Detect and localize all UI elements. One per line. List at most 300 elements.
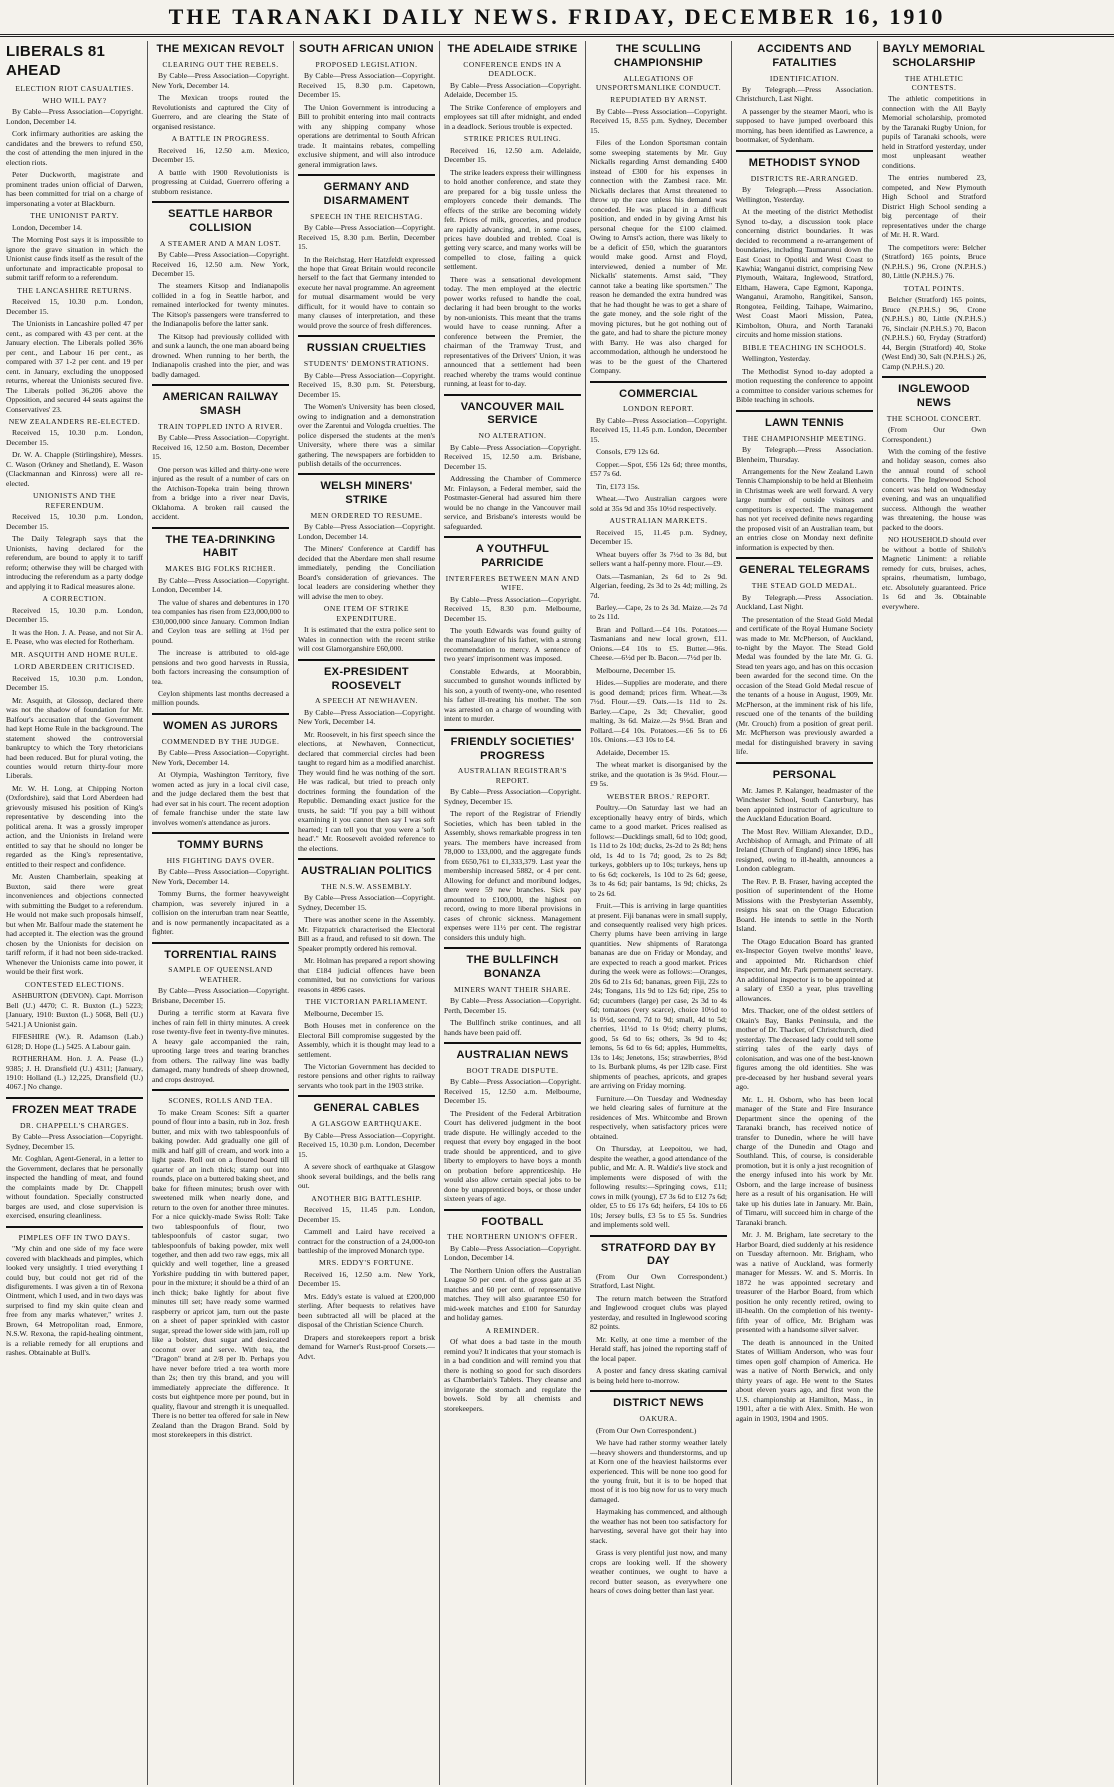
paragraph: London, December 14.: [12, 222, 83, 232]
paragraph: By Cable—Press Association—Copyright. London, December 14.: [6, 107, 143, 126]
subheading: OAKURA.: [639, 1414, 678, 1424]
column-7: [878, 41, 990, 1785]
article-headline: THE ADELAIDE STRIKE: [447, 43, 578, 55]
paragraph: The Strike Conference of employers and employees sat till after midnight, and ended in a deadlock. Serious trouble is expected.: [444, 102, 581, 131]
subheading: THE LANCASHIRE RETURNS.: [17, 285, 132, 295]
paragraph: (From Our Own Correspondent.) Stratford, Last Night.: [590, 1272, 727, 1291]
article-headline: THE SCULLING CHAMPIONSHIP: [613, 43, 704, 69]
article: [590, 388, 727, 1230]
paragraph: Melbourne, December 15.: [596, 665, 676, 675]
subheading: THE ATHLETIC CONTESTS.: [904, 73, 964, 92]
paragraph: Received 15, 11.45 p.m. London, December 15.: [298, 1205, 435, 1224]
subheading: HIS FIGHTING DAYS OVER.: [166, 855, 275, 865]
article: [736, 769, 873, 1423]
paragraph: The Bullfinch strike continues, and all hands have been paid off.: [444, 1018, 581, 1037]
paragraph: Consols, £79 12s 6d.: [596, 447, 660, 457]
article: [298, 181, 435, 330]
subheading: AUSTRALIAN REGISTRAR'S REPORT.: [457, 766, 568, 785]
column-6: [732, 41, 878, 1785]
article-divider: [152, 832, 289, 834]
subheading: A CORRECTION.: [42, 594, 107, 604]
paragraph: Furniture.—On Tuesday and Wednesday we held clearing sales of furniture at the residences of Mrs. Whitcombe and Brown respectively, when satisfactory prices were obtained.: [590, 1093, 727, 1141]
paragraph: The Union Government is introducing a Bill to prohibit entering into mail contracts with any shipping company whose operations are detrimental to South African trade. It maintains rebates, compelling exclusive shipment, and will also introduce general immigration laws.: [298, 102, 435, 169]
paragraph: Mr. L. H. Osborn, who has been local manager of the State and Fire Insurance Department since the opening of the Taranaki branch, has received notice of transfer to Dunedin, where he will have charge of the Dunedin and Otago and Southland. This, of course, is considerable promotion, but it is only a just recognition of the energy infused into his work by Mr. Osborn, and the large increase of business here as a result of his organisation. He will take up his duties late in January. Mr. Bain, of Timaru, will succeed him in charge of the Taranaki branch.: [736, 1094, 873, 1227]
subheading: CONFERENCE ENDS IN A DEADLOCK.: [463, 59, 562, 79]
article-divider: [152, 384, 289, 386]
subheading: THE CHAMPIONSHIP MEETING.: [742, 433, 867, 443]
paragraph: The Otago Education Board has granted ex-Inspector Goyen twelve months' leave, and appointed Mr. Richardson chief inspector, and Mr. Park permanent secretary. An additional inspector is to be appointed at a salary of £350 a year, plus travelling allowances.: [736, 936, 873, 1003]
article-headline: TORRENTIAL RAINS: [164, 948, 277, 961]
article-headline: WOMEN AS JURORS: [163, 719, 278, 732]
article-headline: THE TEA-DRINKING HABIT: [165, 533, 276, 560]
subheading: CLEARING OUT THE REBELS.: [162, 59, 279, 69]
article-headline: LIBERALS 81 AHEAD: [6, 43, 106, 79]
paragraph: Received 15, 10.30 p.m. London, December 15.: [6, 428, 143, 447]
paragraph: To make Cream Scones: Sift a quarter pound of flour into a basin, rub in 3oz. fresh butter, and mix with two tablespoonfuls of baking powder. Add gradually one gill of milk and half gill of cream, and work into a light paste. Roll out on a floured board till quarter of an inch thick; stamp out into rounds, place on a buttered baking sheet, and bake for fifteen minutes; brush over with sweetened milk when nearly done, and return to the oven for another three minutes. For a nice quickly-made Swiss Roll: Take two tablespoonfuls of flour, two tablespoonfuls of castor sugar, two tablespoonfuls of baking powder, mix well together, and then add two raw eggs, mix all quickly and well together, line a greased Yorkshire pudding tin with buttered paper, pour in the mixture; it should be a third of an inch thick; bake lightly for about five minutes till set; have ready some warmed raspberry or apricot jam, turn out the paste on a sheet of paper sprinkled with castor sugar, spread the lower side with jam, roll up like a bolster, dust sugar and desiccated coconut over and serve. With tea, the "Dragon" brand at 2/8 per lb. Perhaps you have never before tried a tea worth more than 2s; then try this brand, and you will immediately appreciate the difference. It costs but eightpence more per pound, but in quality, flavour and strength it is unequalled. There is no better tea offered for sale in New Zealand than the Dragon Brand. Sold by most storekeepers in this district.: [152, 1107, 289, 1440]
article: [6, 1104, 143, 1221]
article-headline: DISTRICT NEWS: [613, 1397, 704, 1410]
subheading: MRS. EDDY'S FORTUNE.: [319, 1258, 414, 1268]
subheading: SPEECH IN THE REICHSTAG.: [310, 211, 423, 221]
paragraph: Bran and Pollard.—£4 10s. Potatoes.—Tasmanians and new local grown, £11. Onions.—£4 10s to £5. Butter.—96s. Cheese.—6½d per lb. Bacon.—7½d per lb.: [590, 624, 727, 663]
paragraph: Haymaking has commenced, and although the weather has not been too satisfactory for harvesting, several have got their hay into stack.: [590, 1507, 727, 1545]
article-divider: [6, 1226, 143, 1228]
paragraph: The Women's University has been closed, owing to indignation and a demonstration over the Zarentui and Vologda cruelties. The police dispersed the students at the men's University, where there was a similar gathering. The newspapers are forbidden to publish details of the occurrences.: [298, 402, 435, 468]
article: [152, 534, 289, 708]
paragraph: By Cable—Press Association—Copyright. Received 15, 11.45 p.m. London, December 15.: [590, 415, 727, 444]
paragraph: By Cable—Press Association—Copyright. Received 15, 8.30 p.m. Melbourne, December 15.: [444, 594, 581, 623]
paragraph: (From Our Own Correspondent.): [882, 425, 986, 444]
article-headline: FOOTBALL: [481, 1215, 544, 1228]
subheading: SCONES, ROLLS AND TEA.: [168, 1096, 273, 1106]
article: [152, 1096, 289, 1439]
article: [6, 1233, 143, 1358]
article-divider: [152, 1089, 289, 1091]
paragraph: Wellington, Yesterday.: [742, 354, 811, 364]
paragraph: Cammell and Laird have received a contract for the construction of a 24,000-ton battleship of the improved Monarch type.: [298, 1227, 435, 1255]
article: [152, 949, 289, 1085]
article-divider: [298, 174, 435, 176]
subheading: THE SCHOOL CONCERT.: [886, 413, 982, 423]
article: [298, 342, 435, 468]
paragraph: Mr. Coghlan, Agent-General, in a letter to the Government, declares that he personally inspected the handling of meat, and found the complaints made by Dr. Chappell without foundation. Specially constructed barges are used, and close supervision is exercised, ensuring cleanliness.: [6, 1154, 143, 1221]
subheading: LORD ABERDEEN CRITICISED.: [14, 662, 135, 672]
article: [444, 954, 581, 1037]
subheading: MR. ASQUITH AND HOME RULE.: [10, 649, 139, 659]
paragraph: Constable Edwards, at Moorabbin, succumbed to gunshot wounds inflicted by his son, a youth of twenty-one, who resented his father ill-treating his mother. The son was arrested on a charge of wounding with intent to murder.: [444, 666, 581, 724]
paragraph: Hides.—Supplies are moderate, and there is good demand; prices firm. Wheat.—3s 7½d. Flour.—£9. Oats.—1s 11d to 2s. Barley.—Cape, 2s 3d; Chevalier, good malting, 3s 6d. Maize.—2s 9½d. Bran and Pollard.—£4 10s. Potatoes.—£6 5s to £6 10s. Onions.—£3 10s to £4.: [590, 678, 727, 745]
article-divider: [298, 335, 435, 337]
article-divider: [590, 1390, 727, 1392]
subheading: BIBLE TEACHING IN SCHOOLS.: [742, 342, 867, 352]
paragraph: By Cable—Press Association—Copyright. Received 16, 12.50 a.m. Boston, December 15.: [152, 433, 289, 462]
article-headline: AUSTRALIAN NEWS: [456, 1048, 569, 1061]
paragraph: Ceylon shipments last months decreased a million pounds.: [152, 688, 289, 708]
subheading: BOOT TRADE DISPUTE.: [466, 1065, 559, 1075]
article-divider: [152, 942, 289, 944]
paragraph: The Northern Union offers the Australian League 50 per cent. of the gross gate at 35 matches and 60 per cent. of representative matches. They will also guarantee £50 for mid-week matches and £100 for Saturday and holiday games.: [444, 1265, 581, 1323]
article-divider: [444, 1042, 581, 1044]
article-headline: STRATFORD DAY BY DAY: [600, 1241, 717, 1268]
subheading: UNIONISTS AND THE REFERENDUM.: [32, 491, 117, 510]
column-1: [2, 41, 148, 1785]
paragraph: By Cable—Press Association—Copyright. Perth, December 15.: [444, 996, 581, 1015]
paragraph: NO HOUSEHOLD should ever be without a bottle of Shiloh's Magnetic Liniment: a reliable remedy for cuts, bruises, aches, sprains, rheumatism, lumbago, etc. Absolutely guaranteed. Price 1s 6d and 3s. Obtainable everywhere.: [882, 535, 986, 611]
article-divider: [298, 858, 435, 860]
article: [736, 564, 873, 756]
article: [152, 208, 289, 379]
paragraph: The strike leaders express their willingness to hold another conference, and state they are prepared for a big tussle unless the employers concede their demands. The effects of the strike are becoming widely felt. Prices of milk, groceries, and produce are rapidly advancing, and, in some cases, prices have doubled and trebled. Coal is getting very scarce, and many works will be compelled to close, failing a quick settlement.: [444, 167, 581, 272]
paragraph: In the Reichstag, Herr Hatzfeldt expressed the hope that Great Britain would reconcile herself to the fact that Germany intended to execute her naval programme. An agreement for mutual disarmament would be very difficult, for it would have to contain so many clauses of interpretation, and these would prove the source of fresh differences.: [298, 254, 435, 330]
paragraph: Mr. Kelly, at one time a member of the Herald staff, has joined the reporting staff of the local paper.: [590, 1334, 727, 1363]
paragraph: It is estimated that the extra police sent to Wales in connection with the recent strike will cost Glamorganshire £60,000.: [298, 625, 435, 654]
article-divider: [444, 947, 581, 949]
paragraph: Belcher (Stratford) 165 points, Bruce (N.P.H.S.) 96, Crone (N.P.H.S.) 80, Little (N.P.H.S.) 76, Sinclair (N.P.H.S.) 70, Bacon (N.P.H.S.) 60, Fryday (Stratford) 44, Bergin (Stratford) 40, Stoke (West End) 30, Salt (N.P.H.S.) 26, Camp (N.P.H.S.) 20.: [882, 295, 986, 371]
paragraph: Poultry.—On Saturday last we had an exceptionally heavy entry of birds, which came to a good market. Prices realised as follows:—Ducklings small, 6d to 10d; good, 1s 11d to 2s 10d; ducks, 2s-2d to 2s 8d; hens old, 1s 4d to 1s 7d; good, 2s to 2s 8d; turkeys, gobblers up to 10s; turkeys, hens up to 6s 6d; cockerels, 1s 10d to 2s 6d; geese, 3s to 4s 6d; pair bantams, 1s 9d; chicks, 2s to 2s 6d.: [590, 803, 727, 898]
article-divider: [298, 473, 435, 475]
subheading: COMMENDED BY THE JUDGE.: [161, 736, 280, 746]
paragraph: Wheat buyers offer 3s 7½d to 3s 8d, but sellers want a half-penny more. Flour.—£9.: [590, 549, 727, 569]
article: [590, 1397, 727, 1595]
article-headline: FROZEN MEAT TRADE: [12, 1103, 137, 1116]
subheading: STRIKE PRICES RULING.: [463, 134, 562, 144]
paragraph: The steamers Kitsop and Indianapolis collided in a fog in Seattle harbor, and remained interlocked for twenty minutes. The Kitsop's passengers were transferred to the Indianapolis before the latter sank.: [152, 281, 289, 329]
paragraph: Tin, £173 15s.: [596, 481, 640, 491]
article-divider: [736, 150, 873, 152]
paragraph: The Rev. P. B. Fraser, having accepted the position of superintendent of the Home Missions with the Presbyterian Assembly, resigns his seat on the Otago Education Board. He intends to settle in the North Island.: [736, 876, 873, 934]
article: [444, 543, 581, 724]
paragraph: The Methodist Synod to-day adopted a motion requesting the conference to appoint a committee to consider various schemes for Bible teaching in schools.: [736, 366, 873, 405]
subheading: ANOTHER BIG BATTLESHIP.: [311, 1193, 422, 1203]
paragraph: Received 15, 10.30 p.m. London, December 15.: [6, 297, 143, 316]
paragraph: By Cable—Press Association—Copyright. London, December 14.: [298, 522, 435, 541]
paragraph: Tommy Burns, the former heavyweight champion, was severely injured in a collision on the interurban tram near Seattle, and is now permanently incapacitated as a fighter.: [152, 889, 289, 937]
paragraph: The wheat market is disorganised by the strike, and the quotation is 3s 9½d. Flour.—£9 5s.: [590, 760, 727, 789]
article-headline: BAYLY MEMORIAL SCHOLARSHIP: [882, 43, 986, 69]
article: [6, 43, 143, 1092]
paragraph: Mrs. Thacker, one of the oldest settlers of Okain's Bay, Banks Peninsula, and the mother of Dr. Thacker, of Christchurch, died yesterday. The deceased lady could tell some stirring tales of the early days of colonisation, and was one of the best-known figures among the old identities. She was pre-deceased by her husband several years ago.: [736, 1006, 873, 1092]
paragraph: Mr. W. H. Long, at Chipping Norton (Oxfordshire), said that Lord Aberdeen had grievously misused his position of King's representative by descending into the political arena. It was a grossly improper action, and the Unionists in Ireland were entitled to say that he should no longer be regarded as the King's representative, entitled to their respect and confidence.: [6, 783, 143, 869]
paragraph: It was the Hon. J. A. Pease, and not Sir A. E. Pease, who was elected for Rotherham.: [6, 627, 143, 647]
article-headline: TOMMY BURNS: [177, 839, 264, 852]
subheading: STUDENTS' DEMONSTRATIONS.: [303, 359, 430, 369]
paragraph: The return match between the Stratford and Inglewood croquet clubs was played yesterday, and resulted in Inglewood scoring 82 points.: [590, 1293, 727, 1332]
paragraph: By Cable—Press Association—Copyright. Received 16, 12.50 a.m. New York, December 15.: [152, 250, 289, 278]
paragraph: By Cable—Press Association—Copyright. Received 15, 8.30 p.m. St. Petersburg, December 15.: [298, 370, 435, 399]
paragraph: Received 16, 12.50 a.m. Mexico, December 15.: [152, 145, 289, 165]
subheading: THE NORTHERN UNION'S OFFER.: [447, 1232, 578, 1242]
paragraph: Melbourne, December 15.: [304, 1008, 384, 1018]
article: [152, 720, 289, 827]
article-divider: [444, 394, 581, 396]
paragraph: Mr. James P. Kalanger, headmaster of the Winchester School, South Canterbury, has been appointed instructor of agriculture to the Auckland Education Board.: [736, 785, 873, 824]
subheading: AUSTRALIAN MARKETS.: [609, 516, 708, 526]
paragraph: By Telegraph.—Press Association. Blenheim, Thursday.: [736, 445, 873, 464]
subheading: TOTAL POINTS.: [903, 283, 965, 293]
paragraph: By Cable—Press Association—Copyright. Received 15, 12.50 a.m. Brisbane, December 15.: [444, 442, 581, 471]
subheading: MINERS WANT THEIR SHARE.: [453, 984, 572, 994]
paragraph: By Cable—Press Association—Copyright. Received 15, 8.55 p.m. Sydney, December 15.: [590, 106, 727, 135]
paragraph: A poster and fancy dress skating carnival is being held here to-morrow.: [590, 1366, 727, 1385]
article: [590, 1242, 727, 1386]
article: [882, 43, 986, 371]
article: [444, 1216, 581, 1413]
subheading: A GLASGOW EARTHQUAKE.: [311, 1119, 422, 1129]
paragraph: The athletic competitions in connection with the All Bayly Memorial scholarship, promoted by the Taranaki Rugby Union, for pupils of Taranaki schools, were held in Stratford yesterday, under most unpleasant weather conditions.: [882, 94, 986, 170]
article-divider: [152, 201, 289, 203]
article-divider: [298, 1095, 435, 1097]
article-headline: COMMERCIAL: [619, 387, 698, 400]
paragraph: The competitors were: Belcher (Stratford) 165 points, Bruce (N.P.H.S.) 96, Crone (N.P.H.S.) 80, Little (N.P.H.S.) 76.: [882, 242, 986, 281]
paragraph: FIFESHIRE (W.). R. Adamson (Lab.) 6128; D. Hope (L.) 5425. A Labour gain.: [6, 1032, 143, 1051]
paragraph: The President of the Federal Arbitration Court has delivered judgment in the boot trade dispute. He willingly acceded to the request that every boy engaged in the boot trade should be apprenticed, and to give liberty to employers to have boys a month on probation before apprenticeship. He would also allow certain special jobs to be done by unapprenticed boys, or those under sixteen years of age.: [444, 1108, 581, 1204]
paragraph: The Kitsop had previously collided with and sunk a launch, the one man aboard being drowned. When running to her berth, the Indianapolis crashed into the pier, and was badly damaged.: [152, 331, 289, 379]
article-divider: [590, 1235, 727, 1237]
article: [298, 1102, 435, 1361]
article-divider: [6, 1097, 143, 1099]
paragraph: Barley.—Cape, 2s to 2s 3d. Maize.—2s 7d to 2s 11d.: [590, 602, 727, 622]
paragraph: By Cable—Press Association—Copyright. Sydney, December 15.: [298, 893, 435, 912]
paragraph: During a terrific storm at Kavara five inches of rain fell in thirty minutes. A creek rose twenty-five feet in twenty-five minutes. A heavy gale accompanied the rain, uprooting large trees and tearing branches from others. The railway line was badly damaged, many hundreds of sheep drowned, and crops destroyed.: [152, 1008, 289, 1084]
paragraph: Wheat.—Two Australian cargoes were sold at 35s 9d and 35s 10½d respectively.: [590, 494, 727, 513]
paragraph: Received 15, 10.30 p.m. London, December 15.: [6, 605, 143, 625]
paragraph: Adelaide, December 15.: [596, 747, 670, 757]
paragraph: Mr. Asquith, at Glossop, declared there was not the shadow of foundation for Mr. Balfour's accusation that the Government had kept Home Rule in the background. The statement showed the controversial bankruptcy to which the Tory rhetoricians had been reduced. But for plural voting, the counties would return thirty-four more Liberals.: [6, 695, 143, 781]
paragraph: Received 16, 12.50 a.m. New York, December 15.: [298, 1269, 435, 1289]
subheading: WHO WILL PAY?: [42, 95, 107, 105]
paragraph: Drapers and storekeepers report a brisk demand for Warner's Rust-proof Corsets.—Advt.: [298, 1332, 435, 1361]
paragraph: One person was killed and thirty-one were injured as the result of a number of cars on the Atchison-Topeka train being thrown from a bridge into a river near Davis, Oklahoma. A broken rail caused the accident.: [152, 464, 289, 522]
article-headline: GERMANY AND DISARMAMENT: [323, 181, 410, 207]
article-headline: VANCOUVER MAIL SERVICE: [460, 400, 565, 427]
paragraph: By Cable—Press Association—Copyright. Sydney, December 15.: [6, 1132, 143, 1151]
subheading: LONDON REPORT.: [623, 404, 694, 414]
paragraph: The Unionists in Lancashire polled 47 per cent., as compared with 43 per cent. at the January election. The Liberals polled 36% per cent., and Labour 16 per cent., as compared with 37 1-2 per cent. and 19 per cent. in January, excluding the unopposed returns, whereat the Unionists secured five. The Liberals polled 36,206 above the Opposition, and secured 44 seats against the Conservatives' 23.: [6, 319, 143, 414]
column-3: [294, 41, 440, 1785]
subheading: NO ALTERATION.: [478, 431, 547, 441]
article-divider: [736, 557, 873, 559]
article: [152, 391, 289, 521]
article-headline: WELSH MINERS' STRIKE: [320, 480, 413, 507]
article: [736, 43, 873, 145]
paragraph: Mr. Austen Chamberlain, speaking at Buxton, said there were great inconveniences and objections connected with submitting the Budget to a referendum. He would not make such proposals himself, but when Mr. Balfour made the statement he had accepted it. The election was the ground chosen by the Unionists for decision on tariff reform, if it had not been side-tracked. Whenever the Unionists came into power, it would be their first work.: [6, 872, 143, 977]
masthead: THE TARANAKI DAILY NEWS. FRIDAY, DECEMBER 16, 1910: [0, 0, 1114, 37]
subheading: TRAIN TOPPLED INTO A RIVER.: [158, 421, 283, 431]
paragraph: At Olympia, Washington Territory, five women acted as jury in a local civil case, and the judge declared them the best that had ever sat in his court. The recent adoption of female franchise under the state law involves women's attendance as jurors.: [152, 770, 289, 827]
paragraph: By Cable—Press Association—Copyright. Adelaide, December 15.: [444, 80, 581, 100]
paragraph: (From Our Own Correspondent.): [596, 1425, 697, 1435]
article-headline: AMERICAN RAILWAY SMASH: [162, 391, 279, 418]
paragraph: We have had rather stormy weather lately—heavy showers and thunderstorms, and up at Korn one of the heaviest hailstorms ever experienced. This will be none too good for the young fruit, but it is to be hoped that most of it is too big now for us to very much damaged.: [590, 1438, 727, 1504]
paragraph: Mr. Holman has prepared a report showing that £184 judicial offences have been committed, but no convictions for various reasons in 4896 cases.: [298, 956, 435, 994]
subheading: THE UNIONIST PARTY.: [30, 211, 119, 221]
article-headline: LAWN TENNIS: [764, 416, 845, 429]
paragraph: Cork infirmary authorities are asking the candidates and the brewers to refund £50, the cost of attending the men injured in the election riots.: [6, 129, 143, 167]
subheading: IDENTIFICATION.: [769, 73, 840, 83]
subheading: SAMPLE OF QUEENSLAND WEATHER.: [168, 965, 273, 984]
article-divider: [152, 527, 289, 529]
paragraph: With the coming of the festive and holiday season, comes also the annual round of school concerts. The Inglewood School concert was held on Wednesday evening, and was an unqualified success. Although the weather was threatening, the house was packed to the doors.: [882, 446, 986, 532]
paragraph: Received 16, 12.50 a.m. Adelaide, December 15.: [444, 145, 581, 165]
paragraph: By Cable—Press Association—Copyright. Received 15, 12.50 a.m. Melbourne, December 15.: [444, 1077, 581, 1106]
article-divider: [444, 1209, 581, 1211]
paragraph: By Cable—Press Association—Copyright. New York, December 14.: [152, 867, 289, 886]
article-headline: THE MEXICAN REVOLT: [156, 43, 285, 55]
paragraph: Fruit.—This is arriving in large quantities at present. Fiji bananas were in small supply, and consequently realised very high prices. Cherry plums have been arriving in large quantities. New shipments of Raratonga bananas are due on Friday or Monday, and are expected to reach a good market. Prices during the week were as follows:—Oranges, 20s 6d to 21s 6d; bananas, green Fiji, 22s to 24s; Tongans, 11s 9d to 12s 6d; ripe, 25s to 6d; cucumbers (large) per case, 2s 3d to 4s 6d; tomatoes (very scarce), choice 10½d to 1s 0½d, second, 7d to 9d; small, 4d to 5d; cherries, 11½d to 1s 0½d; cherry plums, good, 5s 6d to 6s; others, 3s 9d to 4s; lemons, 5s 6d to 6s 6d; apples, Hummeltts, 13s to 14s; Jenetons, 15s; strawberries, 8½d to 1s. Burbank plums, 4s per 12lb case. First shipments of peaches, apricots, and grapes are arriving on Friday morning.: [590, 901, 727, 1091]
article: [736, 417, 873, 553]
paragraph: The entries numbered 23, competed, and New Plymouth High School and Stratford District High School sending a big percentage of their representatives under the charge of Mr. H. R. Ward.: [882, 173, 986, 240]
article: [152, 43, 289, 196]
subheading: ONE ITEM OF STRIKE EXPENDITURE.: [323, 604, 410, 623]
article: [444, 736, 581, 942]
paragraph: The presentation of the Stead Gold Medal and certificate of the Royal Humane Society was made to Mr. McPherson, of Auckland, to-night by the Mayor. The Stead Gold Medal was founded by the late Mr. G. G. Stead ten years ago, and has on this occasion been awarded for the second time. On the occasion of the Stead Gold Medal rescue of the tenants of a house in August, 1909, Mr. McPherson, at the imminent risk of his life, rescued one of the tenants of the building (Mr. Crouch) from a position of great peril. Mr. McPherson was previously awarded a medal for distinguished bravery in saving life.: [736, 614, 873, 757]
paragraph: By Cable—Press Association—Copyright. London, December 14.: [152, 575, 289, 595]
article-headline: SEATTLE HARBOR COLLISION: [168, 208, 273, 234]
article: [590, 43, 727, 376]
paragraph: By Cable—Press Association—Copyright. New York, December 14.: [152, 71, 289, 90]
article-headline: SOUTH AFRICAN UNION: [299, 43, 434, 55]
paragraph: The increase is attributed to old-age pensions and two good harvests in Russia, both factors increasing the consumption of tea.: [152, 648, 289, 686]
paragraph: Received 15, 10.30 p.m. London, December 15.: [6, 673, 143, 693]
paragraph: By Cable—Press Association—Copyright. Received 15, 10.30 p.m. London, December 15.: [298, 1130, 435, 1159]
subheading: NEW ZEALANDERS RE-ELECTED.: [8, 417, 141, 426]
paragraph: Copper.—Spot, £56 12s 6d; three months, £57 7s 6d.: [590, 459, 727, 479]
article-divider: [882, 376, 986, 378]
paragraph: By Cable—Press Association—Copyright. New York, December 14.: [152, 748, 289, 767]
subheading: ALLEGATIONS OF UNSPORTSMANLIKE CONDUCT.: [595, 73, 722, 92]
subheading: A REMINDER.: [485, 1325, 540, 1335]
paragraph: At the meeting of the district Methodist Synod to-day, a discussion took place concerning district boundaries. It was decided to recommend a re-arrangement of boundaries, including Taumarunui down the East Coast to Opotiki and West Coast to Kawhia; Wanganui district, comprising New Plymouth, Waitara, Inglewood, Stratford, Eltham, Hawera, Cape Egmont, Kaponga, Wanganui, Aramoho, Rangitikei, Sanson, Rongotea, Feilding, Taihape, Waimarino, West Coast Maori Mission, Patea, Kimbolton, Ohura, and North Taranaki circuits and home mission stations.: [736, 207, 873, 340]
subheading: MAKES BIG FOLKS RICHER.: [165, 564, 276, 574]
paragraph: By Cable—Press Association—Copyright. London, December 14.: [444, 1243, 581, 1263]
article: [152, 839, 289, 937]
column-4: [440, 41, 586, 1785]
paragraph: Grass is very plentiful just now, and many crops are looking well. If the showery weather continues, we ought to have a record butter season, as everywhere one hears of cows doing better than last year.: [590, 1548, 727, 1596]
paragraph: The Daily Telegraph says that the Unionists, having declared for the referendum, are bound to apply it to tariff reform; otherwise they will be charged with introducing the referendum as a party dodge and applying it to Radical measures alone.: [6, 534, 143, 591]
paragraph: Peter Duckworth, magistrate and prominent trades union official of Darwen, has been committed for trial on a charge of impersonating a voter at Blackburn.: [6, 170, 143, 208]
paragraph: The Victorian Government has decided to restore pensions and other rights to railway servants who took part in the 1903 strike.: [298, 1061, 435, 1090]
subheading: THE N.S.W. ASSEMBLY.: [321, 881, 412, 891]
paragraph: There was a sensational development today. The men employed at the electric power works refused to handle the coal, declaring it had been brought to the works by non-unionists. This meant that the trams would have to cease running. After a conference between the Premier, the chairman of the Tramway Trust, and representatives of the Drivers' Union, it was announced that a settlement had been reached whereby the trams would continue running, at least for to-day.: [444, 274, 581, 389]
paragraph: By Cable—Press Association—Copyright. Brisbane, December 15.: [152, 986, 289, 1005]
article: [298, 865, 435, 1090]
paragraph: Addressing the Chamber of Commerce Mr. Finlayson, a Federal member, said the Postmaster-General had assured him there would be no change in the Vancouver mail service, and Brisbane's interests would be safeguarded.: [444, 474, 581, 531]
article-headline: METHODIST SYNOD: [748, 156, 861, 169]
paragraph: "My chin and one side of my face were covered with blackheads and pimples, which looked very unsightly. I tried everything I could buy, but could not get rid of the disfigurements. I was given a tin of Rexona Ointment, which I used, and in two days was surprised to find my skin quite clean and free from any marks whatever," writes J. Brown, 64 Metropolitan road, Enmore, N.S.W. Rexona, the rapid-healing ointment, is a reliable remedy for all eruptions and rashes. Obtainable at Bull's.: [6, 1244, 143, 1358]
paragraph: ASHBURTON (DEVON). Capt. Morrison Bell (U.) 4470; C. R. Buxton (L.) 5223; [January, 1910: Buxton (L.) 5068, Bell (U.) 5421.] A Unionist gain.: [6, 991, 143, 1029]
subheading: THE STEAD GOLD MEDAL.: [751, 581, 858, 591]
column-5: [586, 41, 732, 1785]
paragraph: Received 15, 11.45 p.m. Sydney, December 15.: [590, 527, 727, 547]
subheading: THE VICTORIAN PARLIAMENT.: [305, 997, 428, 1007]
paragraph: Arrangements for the New Zealand Lawn Tennis Championship to be held at Blenheim in Christmas week are well forward. A very large number of outside visitors and competitors is expected. The management has not yet received definite news regarding the proposed visit of an Australian team, but an entries close on Monday next definite information is expected by then.: [736, 466, 873, 552]
paragraph: ROTHERHAM. Hon. J. A. Pease (L.) 9385; J. H. Dransfield (U.) 4311; [January, 1910: Holland (L.) 12,225, Dransfield (U.) 4067.] No change.: [6, 1054, 143, 1092]
article-divider: [152, 713, 289, 715]
article-divider: [590, 381, 727, 383]
article: [444, 43, 581, 389]
article: [298, 480, 435, 653]
paragraph: The value of shares and debentures in 170 tea companies has risen from £23,000,000 to £30,000,000 since January. Common Indian and Ceylon teas are selling at 1½d per pound.: [152, 597, 289, 645]
paragraph: The Morning Post says it is impossible to ignore the grave situation in which the Unionist cause finds itself as the result of the unfortunate and impracticable proposal to submit tariff reform to a referendum.: [6, 235, 143, 283]
article-headline: INGLEWOOD NEWS: [898, 383, 970, 409]
article-divider: [736, 762, 873, 764]
paragraph: Oats.—Tasmanian, 2s 6d to 2s 9d. Algerian, feeding, 2s 3d to 2s 4d; milling, 2s 7d.: [590, 571, 727, 600]
subheading: DISTRICTS RE-ARRANGED.: [750, 173, 859, 183]
article-headline: PERSONAL: [772, 768, 837, 781]
paragraph: By Cable—Press Association—Copyright. Received 15, 8.30 p.m. Capetown, December 15.: [298, 71, 435, 100]
paragraph: A battle with 1900 Revolutionists is progressing at Cuidad, Guerrero offering a stubborn resistance.: [152, 167, 289, 196]
subheading: REPUDIATED BY ARNST.: [610, 95, 707, 105]
paragraph: The Most Rev. William Alexander, D.D., Archbishop of Armagh, and Primate of all Ireland (Church of England) since 1896, has resigned, owing to ill-health, announces a London cablegram.: [736, 826, 873, 874]
article-divider: [298, 659, 435, 661]
paragraph: A severe shock of earthquake at Glasgow shook several buildings, and the bells rang out.: [298, 1162, 435, 1191]
column-2: [148, 41, 294, 1785]
columns-container: [0, 37, 1114, 1785]
paragraph: By Cable—Press Association—Copyright. Received 15, 8.30 p.m. Berlin, December 15.: [298, 223, 435, 252]
paragraph: Mr. Roosevelt, in his first speech since the elections, at Newhaven, Connecticut, declared that commercial circles had been taught to regard him as a modified anarchist. They would find he was nothing of the sort. He was radical, but tried to preach only doctrines forming the foundation of the Republic. Demanding exact justice for the trusts, he said: "If you pay a bill without examining it you cannot then say I was soft hearted; I can tell you that you were a 'soft head'." Mr. Roosevelt avoided reference to the elections.: [298, 729, 435, 853]
paragraph: Mrs. Eddy's estate is valued at £200,000 sterling. After bequests to relatives have been subtracted all will be placed at the disposal of the Christian Science Church.: [298, 1291, 435, 1330]
article: [444, 401, 581, 531]
paragraph: Mr. J. M. Brigham, late secretary to the Harbor Board, died suddenly at his residence on Tuesday afternoon. Mr. Brigham, who was a native of Auckland, was formerly manager for Messrs. W. and S. Morris. In 1872 he was appointed secretary and treasurer of the Harbor Board, from which position he only recently retired, owing to ill-health. On the completion of his twenty-fifth year of office, Mr. Brigham was presented with a handsome silver salver.: [736, 1230, 873, 1335]
article-divider: [444, 536, 581, 538]
article-headline: GENERAL TELEGRAMS: [739, 564, 870, 577]
paragraph: The youth Edwards was found guilty of the manslaughter of his father, with a strong recommendation to mercy. A sentence of two years' imprisonment was imposed.: [444, 626, 581, 664]
paragraph: By Telegraph.—Press Association. Auckland, Last Night.: [736, 592, 873, 612]
article: [444, 1049, 581, 1204]
article-divider: [444, 729, 581, 731]
subheading: A SPEECH AT NEWHAVEN.: [314, 696, 419, 706]
paragraph: By Cable—Press Association—Copyright. Sydney, December 15.: [444, 787, 581, 806]
paragraph: Dr. W. A. Chapple (Stirlingshire), Messrs. C. Wason (Orkney and Shetland), E. Wason (Clackmannan and Kinross) were all re-elected.: [6, 450, 143, 488]
subheading: CONTESTED ELECTIONS.: [24, 979, 125, 989]
subheading: INTERFERES BETWEEN MAN AND WIFE.: [445, 573, 580, 593]
subheading: A BATTLE IN PROGRESS.: [171, 134, 270, 144]
paragraph: The Mexican troops routed the Revolutionists and captured the City of Guerrero, and are clearing the State of organised resistance.: [152, 93, 289, 131]
article-headline: AUSTRALIAN POLITICS: [301, 865, 432, 877]
subheading: WEBSTER BROS.' REPORT.: [606, 791, 711, 801]
subheading: PROPOSED LEGISLATION.: [315, 59, 418, 69]
paragraph: By Cable—Press Association—Copyright. New York, December 14.: [298, 707, 435, 727]
subheading: MEN ORDERED TO RESUME.: [310, 510, 423, 520]
subheading: A STEAMER AND A MAN LOST.: [159, 238, 282, 248]
article-headline: ACCIDENTS AND FATALITIES: [757, 43, 852, 69]
subheading: PIMPLES OFF IN TWO DAYS.: [18, 1232, 131, 1242]
subheading: DR. CHAPPELL'S CHARGES.: [19, 1120, 130, 1130]
paragraph: Files of the London Sportsman contain some sweeping statements by Mr. Guy Nickalls regarding Arnst demanding £400 instead of £300 for his expenses in connection with the Zambesi race. Mr. Nickalls declares that Arnst threatened to throw up the race unless his demand was conceded. He was placed in a difficult position, and ended in by giving Arnst his personal cheque for the £100 claimed. Owing to Arnst's action, there was likely to be a deficit of £50, which the guarantors would make good. Arnst and Floyd, interviewed, denied a number of Mr. Nickalls' statements. Arnst said, "They cannot take a beating like sportsmen." The reason he demanded the extra hundred was that he had thought he was to get a share of the gate money, and the sole right of the moving pictures, but he got nothing out of the gate, and had to share the picture money with Barry. He was also charged for accommodation, although he understood he was to be the guest of the Chartered Company.: [590, 138, 727, 376]
paragraph: On Thursday, at Leepoitou, we had, despite the weather, a good attendance of the public, and Mr. A. R. Waldie's live stock and implements were disposed of with the following results:—Springing cows, £11; cows in milk (young), £7 3s 6d to £12 7s 6d; older, £5 to £6 17s 6d; heifers, £4 10s to £6 10s; Jersey bulls, £3 5s to £5 5s. Sundries and implements sold well.: [590, 1144, 727, 1230]
article-headline: RUSSIAN CRUELTIES: [306, 342, 427, 355]
paragraph: Of what does a bad taste in the mouth remind you? It indicates that your stomach is in a bad condition and will remind you that there is nothing so good for such disorders as Chamberlain's Tablets. They cleanse and invigorate the stomach and regulate the bowels. Sold by all chemists and storekeepers.: [444, 1337, 581, 1413]
article-headline: THE BULLFINCH BONANZA: [466, 954, 559, 980]
paragraph: The report of the Registrar of Friendly Societies, which has been tabled in the Assembly, shows remarkable progress in ten years. The members have increased from 78,000 to 133,000, and the aggregate funds from £650,761 to £1,333,379. Last year the membership increased 5882, or 4 per cent. Allowing for defunct and moribund lodges, there were 59 new branches. Sick pay amounted to £100,000, the highest on record, owing to more liberal provisions in cases of chronic sickness. Management expenses were 11½ per cent. The registrar considers this unduly high.: [444, 809, 581, 942]
article: [736, 157, 873, 405]
article: [298, 666, 435, 853]
article-headline: FRIENDLY SOCIETIES' PROGRESS: [450, 735, 575, 762]
paragraph: By Telegraph.—Press Association. Christchurch, Last Night.: [736, 84, 873, 104]
article-headline: GENERAL CABLES: [313, 1102, 420, 1115]
article-headline: A YOUTHFUL PARRICIDE: [475, 543, 550, 569]
paragraph: There was another scene in the Assembly. Mr. Fitzpatrick characterised the Electoral Bill as a fraud, and refused to sit down. The Speaker promptly ordered his removal.: [298, 915, 435, 953]
paragraph: The death is announced in the United States of William Anderson, who was four times open golf champion of America. He was a native of North Berwick, and only thirty years of age. He went to the States about eleven years ago, and first won the U.S. championship at Hamilton, Mass., in 1901, after a tie with Alex. Smith. He won again in 1903, 1904 and 1905.: [736, 1337, 873, 1423]
article-divider: [736, 410, 873, 412]
article-headline: EX-PRESIDENT ROOSEVELT: [324, 665, 409, 692]
article: [882, 383, 986, 611]
article: [298, 43, 435, 169]
paragraph: A passenger by the steamer Maori, who is supposed to have jumped overboard this morning, has been identified as Lawrence, a bootmaker, of Sydenham.: [736, 106, 873, 145]
paragraph: Received 15, 10.30 p.m. London, December 15.: [6, 512, 143, 531]
subheading: ELECTION RIOT CASUALTIES.: [15, 83, 134, 93]
paragraph: By Telegraph.—Press Association. Wellington, Yesterday.: [736, 185, 873, 204]
